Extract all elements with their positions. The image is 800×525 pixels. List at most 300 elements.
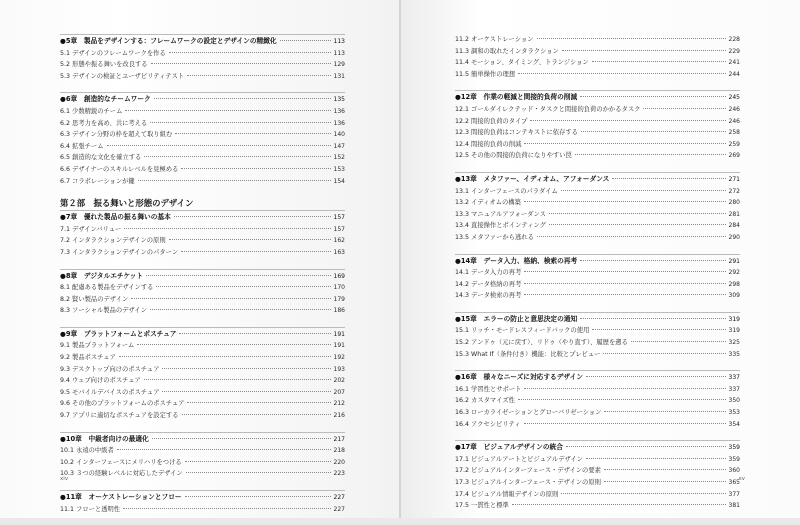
chapter-entry[interactable] <box>60 434 345 446</box>
toc-block <box>455 34 740 80</box>
chapter-rule <box>455 440 740 441</box>
entry-title: 5.2 形態や振る舞いを改良する <box>60 61 148 69</box>
chapter-rule <box>60 432 345 433</box>
section-entry[interactable] <box>60 375 345 387</box>
dot-leader <box>537 38 726 39</box>
entry-page-number: 259 <box>728 140 740 148</box>
dot-leader <box>150 122 330 123</box>
entry-title: 11.2 オーケストレーション <box>455 36 534 43</box>
dot-leader <box>107 145 331 146</box>
section-entry[interactable] <box>455 407 740 419</box>
chapter-rule <box>455 172 740 173</box>
entry-page-number: 359 <box>728 444 740 452</box>
dot-leader <box>524 271 725 272</box>
entry-page-number: 284 <box>728 222 740 230</box>
entry-page-number: 191 <box>333 342 345 350</box>
dot-leader <box>138 180 331 181</box>
entry-page-number: 131 <box>333 72 345 80</box>
entry-title: 17.5 一貫性と標準 <box>455 502 509 510</box>
dot-leader <box>575 154 726 155</box>
entry-title: 14.3 データ検索の再考 <box>455 292 522 300</box>
dot-leader <box>643 108 725 109</box>
dot-leader <box>524 283 725 284</box>
entry-title: ●6章 創造的なチームワーク <box>60 95 151 104</box>
entry-title: 15.2 アンドゥ（元に戻す）、リドゥ（やり直す）、履歴を遡る <box>455 339 628 347</box>
entry-title: 17.2 ビジュアルインターフェース・デザインの要素 <box>455 467 601 475</box>
entry-page-number: 337 <box>728 374 740 382</box>
entry-title: ●17章 ビジュアルデザインの統合 <box>455 443 563 452</box>
entry-title: 9.4 ウェブ向けのポスチュア <box>60 377 141 385</box>
dot-leader <box>580 96 725 97</box>
entry-title: 15.1 リッチ・モードレスフィードバックの使用 <box>455 327 590 335</box>
dot-leader <box>530 120 725 121</box>
entry-page-number: 244 <box>728 70 740 78</box>
entry-page-number: 246 <box>728 117 740 125</box>
chapter-entry[interactable] <box>60 212 345 224</box>
entry-page-number: 192 <box>333 354 345 362</box>
section-entry[interactable] <box>60 468 345 480</box>
dot-leader <box>280 40 331 41</box>
entry-page-number: 113 <box>333 49 345 57</box>
entry-page-number: 157 <box>333 214 345 222</box>
toc-column-right <box>455 34 740 522</box>
entry-title: ●11章 オーケストレーションとフロー <box>60 493 182 501</box>
entry-page-number: 147 <box>333 142 345 150</box>
chapter-entry[interactable] <box>60 94 345 106</box>
entry-title: 12.4 間接的負荷の削減 <box>455 140 522 148</box>
entry-page-number: 281 <box>728 210 740 218</box>
section-entry[interactable] <box>60 387 345 399</box>
dot-leader <box>586 376 726 377</box>
entry-title: 13.3 マニュアルアフォーダンス <box>455 210 546 218</box>
dot-leader <box>137 344 330 345</box>
dot-leader <box>124 228 330 229</box>
section-entry[interactable] <box>60 164 345 176</box>
entry-title: 6.4 拡張チーム <box>60 142 104 150</box>
chapter-rule <box>455 312 740 313</box>
section-entry[interactable] <box>455 34 740 46</box>
dot-leader <box>580 260 725 261</box>
dot-leader <box>117 449 331 450</box>
chapter-entry[interactable] <box>455 256 740 268</box>
entry-title: 10.2 インターフェースにメリハリをつける <box>60 458 182 466</box>
chapter-entry[interactable] <box>60 271 345 283</box>
entry-page-number: 377 <box>728 490 740 498</box>
section-entry[interactable] <box>455 69 740 81</box>
section-entry[interactable] <box>455 419 740 431</box>
chapter-entry[interactable] <box>455 442 740 454</box>
entry-page-number: 245 <box>728 94 740 102</box>
dot-leader <box>187 75 331 76</box>
chapter-rule <box>60 269 345 270</box>
dot-leader <box>162 368 330 369</box>
dot-leader <box>537 236 726 237</box>
section-entry[interactable] <box>455 116 740 128</box>
chapter-entry[interactable] <box>60 492 345 504</box>
section-entry[interactable] <box>455 232 740 244</box>
entry-page-number: 365 <box>728 479 740 486</box>
entry-page-number: 216 <box>333 412 345 420</box>
section-entry[interactable] <box>455 186 740 198</box>
entry-title: 6.3 デザイン分野の枠を超えて取り組む <box>60 131 173 139</box>
dot-leader <box>144 156 330 157</box>
chapter-entry[interactable] <box>455 174 740 186</box>
section-entry[interactable] <box>455 57 740 69</box>
dot-leader <box>169 239 331 240</box>
entry-title: 8.1 配慮ある製品をデザインする <box>60 284 154 292</box>
toc-block <box>455 172 740 244</box>
dot-leader <box>518 399 726 400</box>
entry-title: ●9章 プラットフォームとポスチュア <box>60 329 177 338</box>
section-entry[interactable] <box>60 235 345 247</box>
entry-title: 7.2 インタラクションデザインの原則 <box>60 237 166 245</box>
section-entry[interactable] <box>60 59 345 71</box>
entry-title: 12.3 間接的負荷はコンテキストに依存する <box>455 129 578 137</box>
entry-title: ●10章 中級者向けの最適化 <box>60 434 149 443</box>
dot-leader <box>561 190 726 191</box>
entry-page-number: 325 <box>728 339 740 347</box>
section-entry[interactable] <box>60 176 345 188</box>
dot-leader <box>185 496 331 497</box>
entry-page-number: 290 <box>728 233 740 241</box>
section-entry[interactable] <box>455 127 740 139</box>
chapter-rule <box>455 370 740 371</box>
entry-title: 11.4 モーション、タイミング、トランジション <box>455 59 589 67</box>
section-entry[interactable] <box>60 129 345 141</box>
chapter-entry[interactable] <box>455 314 740 326</box>
chapter-rule <box>60 327 345 328</box>
section-entry[interactable] <box>455 139 740 151</box>
dot-leader <box>603 353 725 354</box>
section-entry[interactable] <box>60 118 345 130</box>
dot-leader <box>146 275 331 276</box>
entry-page-number: 136 <box>333 119 345 127</box>
entry-page-number: 193 <box>333 365 345 373</box>
dot-leader <box>631 341 726 342</box>
dot-leader <box>561 493 725 494</box>
entry-page-number: 157 <box>333 225 345 233</box>
dot-leader <box>604 411 725 412</box>
entry-title: 16.4 アクセシビリティ <box>455 420 521 428</box>
dot-leader <box>186 472 331 473</box>
toc-block <box>455 254 740 302</box>
dot-leader <box>562 50 726 51</box>
entry-page-number: 113 <box>333 38 345 45</box>
entry-title: 16.2 カスタマイズ性 <box>455 397 515 405</box>
right-page <box>401 0 800 518</box>
entry-page-number: 129 <box>333 61 345 69</box>
section-entry[interactable] <box>60 445 345 457</box>
entry-page-number: 218 <box>333 447 345 455</box>
section-entry[interactable] <box>455 46 740 58</box>
dot-leader <box>181 168 330 169</box>
dot-leader <box>524 294 725 295</box>
entry-page-number: 135 <box>333 96 345 104</box>
entry-title: 17.4 ビジュアル情報デザインの原則 <box>455 490 559 498</box>
entry-title: ●13章 メタファー、イディオム、アフォーダンス <box>455 174 610 183</box>
section-entry[interactable] <box>60 305 345 317</box>
entry-title: 7.3 インタラクションデザインのパターン <box>60 248 179 256</box>
dot-leader <box>612 178 725 179</box>
dot-leader <box>169 52 331 53</box>
chapter-rule <box>455 90 740 91</box>
chapter-entry[interactable] <box>60 329 345 341</box>
chapter-rule <box>60 490 345 491</box>
entry-page-number: 223 <box>333 470 345 478</box>
section-entry[interactable] <box>60 340 345 352</box>
dot-leader <box>156 286 330 287</box>
entry-page-number: 228 <box>728 36 740 43</box>
entry-title: 14.1 データ入力の再考 <box>455 269 522 277</box>
section-entry[interactable] <box>455 395 740 407</box>
entry-title: 8.2 賢い製品のデザイン <box>60 295 129 303</box>
dot-leader <box>512 504 726 505</box>
section-entry[interactable] <box>455 197 740 209</box>
entry-title: ●16章 様々なニーズに対応するデザイン <box>455 373 584 382</box>
toc-block <box>60 197 345 258</box>
entry-page-number: 217 <box>333 435 345 443</box>
dot-leader <box>179 333 330 334</box>
section-entry[interactable] <box>60 457 345 469</box>
section-entry[interactable] <box>60 224 345 236</box>
dot-leader <box>592 61 726 62</box>
entry-title: 11.5 簡単操作の理想 <box>455 70 516 78</box>
dot-leader <box>144 379 331 380</box>
entry-page-number: 291 <box>728 257 740 265</box>
entry-page-number: 272 <box>728 187 740 195</box>
entry-title: 10.3 ３つの経験レベルに対応したデザイン <box>60 470 183 478</box>
entry-title: 13.4 直接操作とポインティング <box>455 222 546 230</box>
entry-page-number: 381 <box>728 502 740 510</box>
section-entry[interactable] <box>455 150 740 162</box>
entry-page-number: 162 <box>333 237 345 245</box>
toc-block <box>60 34 345 82</box>
section-entry[interactable] <box>60 398 345 410</box>
section-entry[interactable] <box>455 209 740 221</box>
section-entry[interactable] <box>455 500 740 512</box>
entry-page-number: 354 <box>728 420 740 428</box>
dot-leader <box>151 63 331 64</box>
chapter-rule <box>60 210 345 211</box>
entry-page-number: 271 <box>728 175 740 183</box>
entry-page-number: 350 <box>728 397 740 405</box>
entry-page-number: 298 <box>728 280 740 288</box>
section-entry[interactable] <box>455 279 740 291</box>
section-entry[interactable] <box>455 325 740 337</box>
entry-title: ●5章 製品をデザインする：フレームワークの設定とデザインの精緻化 <box>60 37 277 45</box>
entry-title: 13.2 イディオムの構築 <box>455 199 521 207</box>
entry-title: 6.1 少数精鋭のチーム <box>60 107 123 115</box>
entry-title: 13.1 インターフェースのパラダイム <box>455 187 558 195</box>
entry-page-number: 179 <box>333 295 345 303</box>
entry-title: 9.7 アプリに適切なポスチュアを設定する <box>60 412 179 420</box>
entry-title: 7.1 デザインバリュー <box>60 225 122 233</box>
dot-leader <box>604 481 726 482</box>
entry-title: ●7章 優れた製品の振る舞いの基本 <box>60 213 171 222</box>
entry-title: 5.3 デザインの検証とユーザビリティテスト <box>60 72 185 80</box>
toc-column-left <box>60 34 345 525</box>
entry-title: 6.5 創造的な文化を確立する <box>60 154 142 162</box>
entry-page-number: 220 <box>333 458 345 466</box>
section-entry[interactable] <box>455 384 740 396</box>
dot-leader <box>174 216 331 217</box>
dot-leader <box>592 329 725 330</box>
dot-leader <box>566 446 726 447</box>
entry-title: 12.1 ゴールダイレクテッド・タスクと間接的負荷のかかるタスク <box>455 105 641 113</box>
toc-block <box>455 440 740 512</box>
section-entry[interactable] <box>455 104 740 116</box>
dot-leader <box>581 131 726 132</box>
entry-page-number: 309 <box>728 292 740 300</box>
entry-title: 15.3 What If（条件付き）機能：比較とプレビュー <box>455 350 601 358</box>
entry-page-number: 227 <box>333 505 345 513</box>
section-entry[interactable] <box>455 349 740 361</box>
section-entry[interactable] <box>60 410 345 422</box>
entry-title: 9.3 デスクトップ向けのポスチュア <box>60 365 160 373</box>
section-entry[interactable] <box>60 106 345 118</box>
entry-page-number: 227 <box>333 494 345 501</box>
entry-page-number: 186 <box>333 307 345 315</box>
section-entry[interactable] <box>455 290 740 302</box>
entry-page-number: 136 <box>333 107 345 115</box>
entry-title: 10.1 永遠の中級者 <box>60 447 114 455</box>
section-entry[interactable] <box>455 454 740 466</box>
entry-title: ●15章 エラーの防止と意思決定の通知 <box>455 314 578 323</box>
entry-page-number: 319 <box>728 327 740 335</box>
dot-leader <box>549 224 726 225</box>
entry-page-number: 202 <box>333 377 345 385</box>
dot-leader <box>524 423 726 424</box>
dot-leader <box>524 201 726 202</box>
entry-page-number: 229 <box>728 47 740 55</box>
entry-page-number: 212 <box>333 400 345 408</box>
dot-leader <box>154 98 331 99</box>
entry-page-number: 152 <box>333 154 345 162</box>
chapter-entry[interactable] <box>60 36 345 48</box>
dot-leader <box>181 251 330 252</box>
entry-page-number: 246 <box>728 105 740 113</box>
toc-block <box>60 490 345 515</box>
toc-block <box>60 432 345 480</box>
entry-title: 17.3 ビジュアルインターフェース・デザインの原則 <box>455 479 601 486</box>
dot-leader <box>549 213 726 214</box>
section-entry[interactable] <box>455 477 740 489</box>
part-heading: 第２部 振る舞いと形態のデザイン <box>60 198 194 209</box>
section-entry[interactable] <box>60 141 345 153</box>
section-entry[interactable] <box>455 337 740 349</box>
entry-title: ●8章 デジタルエチケット <box>60 271 144 280</box>
page-number: xv <box>738 476 745 482</box>
page-number: xiv <box>60 476 69 482</box>
entry-page-number: 319 <box>728 315 740 323</box>
entry-page-number: 163 <box>333 248 345 256</box>
entry-title: 9.2 製品ポスチュア <box>60 354 116 362</box>
entry-title: 13.5 メタファーから逃れる <box>455 233 534 241</box>
entry-page-number: 191 <box>333 330 345 338</box>
entry-page-number: 353 <box>728 409 740 417</box>
chapter-rule <box>455 254 740 255</box>
entry-title: 12.2 間接的負荷のタイプ <box>455 117 528 125</box>
dot-leader <box>119 356 331 357</box>
section-entry[interactable] <box>60 247 345 259</box>
entry-page-number: 359 <box>728 455 740 463</box>
entry-page-number: 140 <box>333 131 345 139</box>
toc-block <box>60 92 345 187</box>
entry-title: 6.6 デザイナーのスキルレベルを見極める <box>60 165 179 173</box>
entry-title: 6.2 思考力を高め、共に考える <box>60 119 148 127</box>
section-entry[interactable] <box>60 71 345 83</box>
dot-leader <box>524 388 725 389</box>
entry-page-number: 169 <box>333 272 345 280</box>
dot-leader <box>123 508 330 509</box>
entry-page-number: 269 <box>728 152 740 160</box>
entry-title: 17.1 ビジュアルアートとビジュアルデザイン <box>455 455 583 463</box>
section-entry[interactable] <box>60 48 345 60</box>
dot-leader <box>187 402 330 403</box>
entry-page-number: 292 <box>728 269 740 277</box>
section-entry[interactable] <box>455 489 740 501</box>
entry-title: 14.2 データ格納の再考 <box>455 280 522 288</box>
dot-leader <box>150 309 331 310</box>
left-page <box>0 0 399 518</box>
entry-title: 16.3 ローカライゼーションとグローバリゼーション <box>455 409 602 417</box>
dot-leader <box>604 469 726 470</box>
section-entry[interactable] <box>60 282 345 294</box>
dot-leader <box>182 414 331 415</box>
entry-title: 11.3 調和の取れたインタラクション <box>455 47 559 55</box>
entry-page-number: 241 <box>728 59 740 67</box>
entry-page-number: 258 <box>728 129 740 137</box>
entry-title: 12.5 その他の間接的負荷になりやすい罠 <box>455 152 572 160</box>
dot-leader <box>162 391 330 392</box>
dot-leader <box>131 298 330 299</box>
entry-page-number: 153 <box>333 165 345 173</box>
toc-block <box>455 370 740 430</box>
dot-leader <box>524 143 725 144</box>
entry-title: 16.1 学習性とサポート <box>455 385 522 393</box>
entry-page-number: 337 <box>728 385 740 393</box>
section-entry[interactable] <box>455 220 740 232</box>
section-entry[interactable] <box>60 152 345 164</box>
entry-title: ●14章 データ入力、格納、検索の再考 <box>455 256 578 265</box>
entry-title: 9.1 製品プラットフォーム <box>60 342 135 350</box>
section-entry[interactable] <box>60 352 345 364</box>
section-entry[interactable] <box>60 364 345 376</box>
toc-block <box>60 327 345 422</box>
section-entry[interactable] <box>455 267 740 279</box>
chapter-entry[interactable] <box>455 92 740 104</box>
entry-title: 5.1 デザインのフレームワークを作る <box>60 49 166 57</box>
entry-title: 11.1 フローと透明性 <box>60 505 121 513</box>
toc-block <box>455 90 740 162</box>
section-entry[interactable] <box>455 465 740 477</box>
entry-title: 6.7 コラボレーションが鍵 <box>60 177 135 185</box>
entry-title: 9.5 モバイルデバイスのポスチュア <box>60 388 160 396</box>
section-entry[interactable] <box>60 504 345 516</box>
section-entry[interactable] <box>60 294 345 306</box>
dot-leader <box>125 110 330 111</box>
entry-page-number: 207 <box>333 388 345 396</box>
entry-title: ●12章 作業の軽減と間接的負荷の削減 <box>455 93 578 102</box>
entry-page-number: 154 <box>333 177 345 185</box>
toc-block <box>455 312 740 360</box>
entry-page-number: 280 <box>728 199 740 207</box>
chapter-entry[interactable] <box>455 372 740 384</box>
entry-title: 9.6 その他のプラットフォームのポスチュア <box>60 400 185 408</box>
dot-leader <box>185 461 331 462</box>
toc-block <box>60 269 345 317</box>
entry-page-number: 335 <box>728 350 740 358</box>
